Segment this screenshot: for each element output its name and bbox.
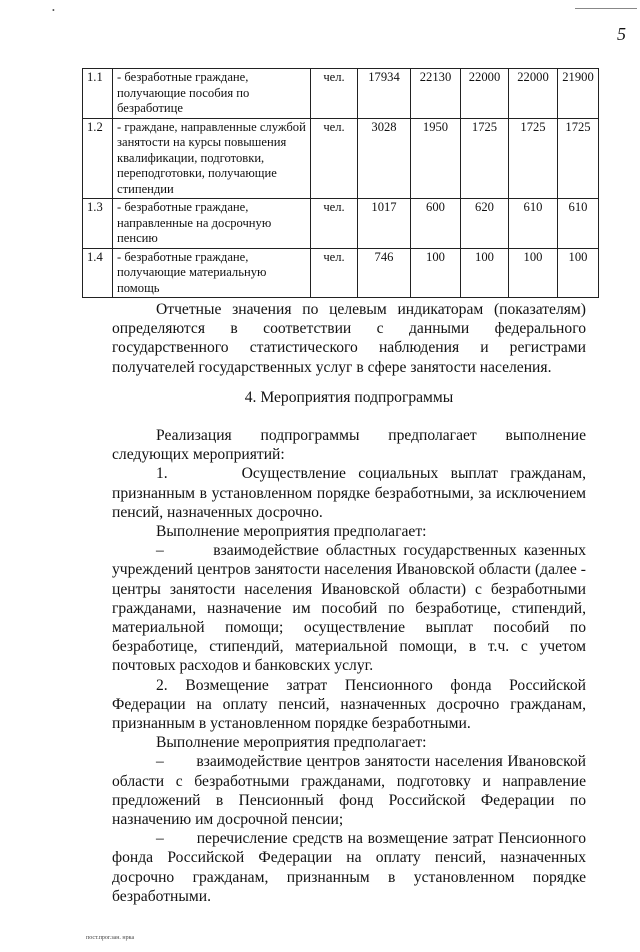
table-row xyxy=(83,118,599,199)
row-value: 100 xyxy=(509,248,558,298)
table-row xyxy=(83,248,599,298)
paragraph: 2. Возмещение затрат Пенсионного фонда Российской Федерации на оплату пенсий, назначенных досрочно гражданам, признанным в установленном порядке безработными. xyxy=(112,676,590,733)
paragraph: Отчетные значения по целевым индикаторам (показателям) определяются в соответствии с данными федерального государственного статистического наблюдения и регистрами получателей государственных услуг в сфере занятости населения. xyxy=(112,301,586,376)
row-value: 22130 xyxy=(411,69,461,119)
row-description: - граждане, направленные службой занятости на курсы повышения квалификации, подготовки, переподготовки, получающие стипендии xyxy=(113,118,311,199)
paragraph: 1. Осуществление социальных выплат гражданам, признанным в установленном порядке безработными, за исключением пенсий, назначенных досрочно. xyxy=(112,465,590,521)
row-unit: чел. xyxy=(311,199,358,249)
page-number: 5 xyxy=(617,24,626,44)
row-unit: чел. xyxy=(311,248,358,298)
row-description: - безработные граждане, получающие материальную помощь xyxy=(113,248,311,298)
row-value: 3028 xyxy=(358,118,411,199)
paragraph: Выполнение мероприятия предполагает: xyxy=(156,734,427,752)
row-number: 1.1 xyxy=(83,69,113,119)
row-value: 17934 xyxy=(358,69,411,119)
row-unit: чел. xyxy=(311,69,358,119)
row-value: 610 xyxy=(558,199,599,249)
row-value: 610 xyxy=(509,199,558,249)
paragraph: Реализация подпрограммы предполагает выполнение следующих мероприятий: xyxy=(112,427,590,464)
paragraph: Выполнение мероприятия предполагает: xyxy=(156,523,427,541)
row-value: 1725 xyxy=(558,118,599,199)
row-value: 1950 xyxy=(411,118,461,199)
row-value: 100 xyxy=(558,248,599,298)
row-value: 620 xyxy=(461,199,509,249)
footer-filename: пост.прог.зан. нрка xyxy=(86,935,135,942)
row-number: 1.2 xyxy=(83,118,113,199)
row-value: 100 xyxy=(461,248,509,298)
table-row xyxy=(83,69,599,119)
paragraph: – взаимодействие центров занятости населения Ивановской области с безработными гражданами, подготовку и направление предложений в Пенсионный фонд Российской Федерации по назначению им досрочной пенсии; xyxy=(112,753,590,829)
scan-artifact: • xyxy=(52,6,55,15)
row-value: 746 xyxy=(358,248,411,298)
row-value: 100 xyxy=(411,248,461,298)
row-value: 22000 xyxy=(461,69,509,119)
section-heading: 4. Мероприятия подпрограммы xyxy=(244,388,454,406)
row-number: 1.4 xyxy=(83,248,113,298)
row-value: 1725 xyxy=(461,118,509,199)
table-row xyxy=(83,199,599,249)
row-description: - безработные граждане, получающие пособия по безработице xyxy=(113,69,311,119)
row-number: 1.3 xyxy=(83,199,113,249)
document-body xyxy=(112,300,590,906)
row-value: 1725 xyxy=(509,118,558,199)
indicator-table xyxy=(82,68,599,298)
paragraph: – взаимодействие областных государственных казенных учреждений центров занятости населения Ивановской области (далее - центры занятости населения Ивановской области) с безработными гражданами, назначение им пособий по безработице, стипендий, материальной помощи; осуществление выплат пособий по безработице, стипендий, материальной помощи, в т.ч. с учетом почтовых расходов и банковских услуг. xyxy=(112,542,590,675)
row-value: 600 xyxy=(411,199,461,249)
row-unit: чел. xyxy=(311,118,358,199)
row-value: 22000 xyxy=(509,69,558,119)
row-value: 21900 xyxy=(558,69,599,119)
paragraph: – перечисление средств на возмещение затрат Пенсионного фонда Российской Федерации на оплату пенсий, назначенных досрочно гражданам, признанным в установленном порядке безработными. xyxy=(112,830,590,905)
row-description: - безработные граждане, направленные на досрочную пенсию xyxy=(113,199,311,249)
row-value: 1017 xyxy=(358,199,411,249)
page-flow xyxy=(82,0,598,952)
